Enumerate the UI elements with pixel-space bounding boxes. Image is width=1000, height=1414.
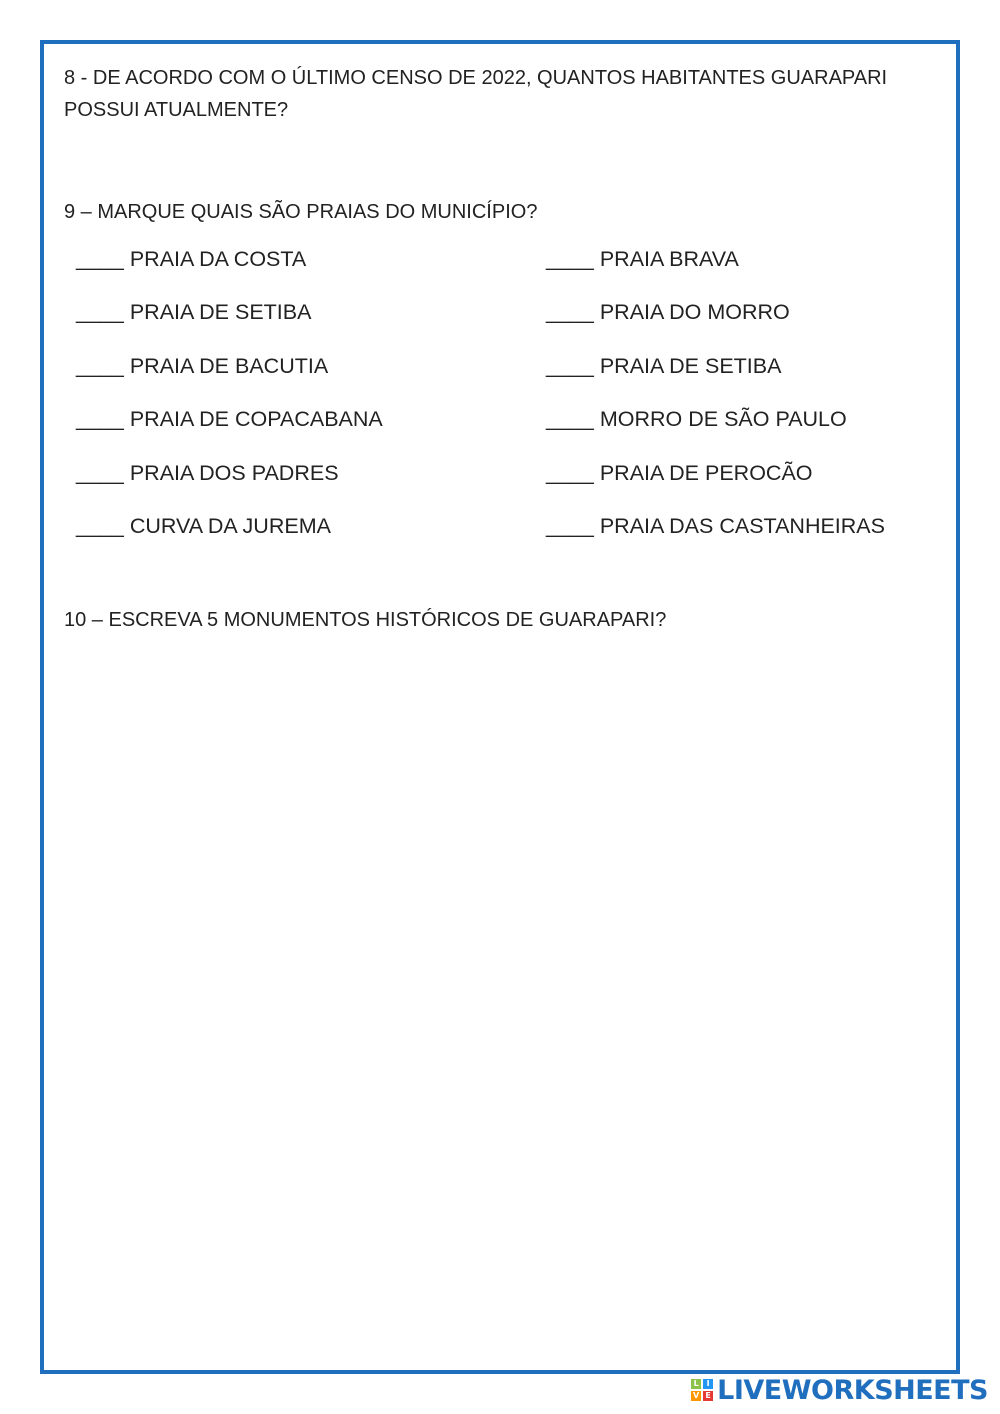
beach-option-label: MORRO DE SÃO PAULO [599,407,847,431]
logo-block: V [693,1391,700,1400]
beach-option-label: PRAIA DA COSTA [129,247,307,271]
answer-blank[interactable]: ____ [76,461,124,485]
answer-blank[interactable]: ____ [546,247,594,271]
question-10: 10 – ESCREVA 5 MONUMENTOS HISTÓRICOS DE GUARAPARI? [64,609,667,631]
beach-option [76,244,306,274]
question-8: 8 - DE ACORDO COM O ÚLTIMO CENSO DE 2022, QUANTOS HABITANTES GUARAPARI POSSUI ATUALMENTE? [64,67,888,121]
answer-blank[interactable]: ____ [76,407,124,431]
beach-option [76,297,311,327]
beach-option [546,351,781,381]
logo-block: L [691,1379,701,1389]
answer-blank[interactable]: ____ [546,514,594,538]
beach-option [76,404,383,434]
beach-option-label: PRAIA DO MORRO [599,300,790,324]
liveworksheets-logo [691,1374,988,1406]
answer-blank[interactable]: ____ [76,247,124,271]
beach-option-label: PRAIA DE COPACABANA [129,407,383,431]
logo-block: I [703,1379,713,1389]
answer-blank[interactable]: ____ [546,407,594,431]
beach-option-label: PRAIA BRAVA [599,247,739,271]
beach-option [76,511,331,541]
beach-option [546,511,885,541]
logo-blocks-icon [691,1379,713,1401]
answer-blank[interactable]: ____ [546,300,594,324]
beach-option [76,458,339,488]
beach-option [546,404,847,434]
beach-option-label: PRAIA DOS PADRES [129,461,339,485]
beach-option-label: PRAIA DE SETIBA [599,354,782,378]
beach-option [76,351,328,381]
logo-text: LIVEWORKSHEETS [717,1374,988,1406]
beach-option-label: PRAIA DE SETIBA [129,300,312,324]
worksheet-frame [40,40,960,1374]
answer-blank[interactable]: ____ [546,461,594,485]
answer-blank[interactable]: ____ [546,354,594,378]
answer-blank[interactable]: ____ [76,354,124,378]
beach-option-label: CURVA DA JUREMA [129,514,331,538]
beach-option [546,297,790,327]
beach-option [546,458,813,488]
answer-blank[interactable]: ____ [76,300,124,324]
beach-option-label: PRAIA DE PEROCÃO [599,461,813,485]
beach-option [546,244,739,274]
logo-block: E [703,1391,713,1401]
beach-option-label: PRAIA DAS CASTANHEIRAS [599,514,885,538]
answer-blank[interactable]: ____ [76,514,124,538]
question-9: 9 – MARQUE QUAIS SÃO PRAIAS DO MUNICÍPIO? [64,201,538,223]
beach-option-label: PRAIA DE BACUTIA [129,354,329,378]
